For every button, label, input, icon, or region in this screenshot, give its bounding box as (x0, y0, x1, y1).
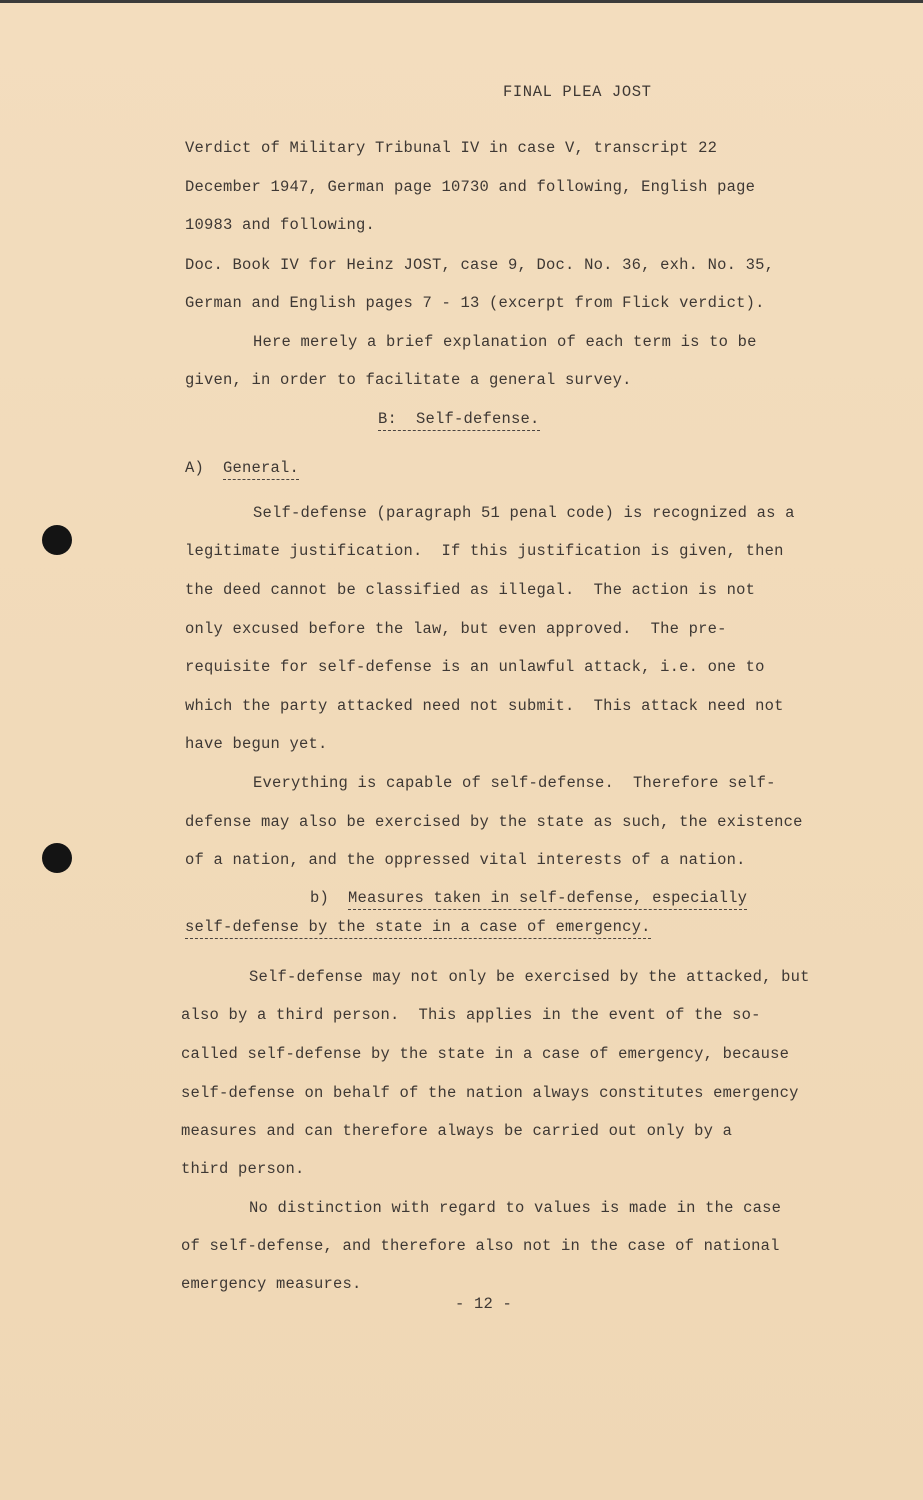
reference-line: Doc. Book IV for Heinz JOST, case 9, Doc. No. 36, exh. No. 35, (185, 256, 775, 274)
paragraph-line: have begun yet. (185, 735, 328, 753)
subsection-b-label: b) (310, 889, 330, 907)
punch-hole (42, 843, 72, 873)
paragraph-line: also by a third person. This applies in the event of the so- (181, 1006, 761, 1024)
reference-line: Verdict of Military Tribunal IV in case V, transcript 22 (185, 139, 718, 157)
paragraph-line: emergency measures. (181, 1275, 362, 1293)
intro-line: Here merely a brief explanation of each term is to be (253, 333, 757, 351)
reference-line: German and English pages 7 - 13 (excerpt from Flick verdict). (185, 294, 765, 312)
paragraph-line: of a nation, and the oppressed vital interests of a nation. (185, 851, 746, 869)
paragraph-line: self-defense on behalf of the nation always constitutes emergency (181, 1084, 799, 1102)
paragraph-line: third person. (181, 1160, 305, 1178)
paragraph-line: No distinction with regard to values is made in the case (249, 1199, 782, 1217)
reference-line: December 1947, German page 10730 and following, English page (185, 178, 756, 196)
section-heading: B: Self-defense. (378, 409, 540, 429)
subsection-a-heading (185, 458, 299, 478)
paragraph-line: legitimate justification. If this justification is given, then (185, 542, 784, 560)
page-top-edge (0, 0, 923, 3)
subsection-a-label: A) (185, 459, 205, 477)
paragraph-line: which the party attacked need not submit. This attack need not (185, 697, 784, 715)
paragraph-line: Self-defense (paragraph 51 penal code) is recognized as a (253, 504, 795, 522)
subsection-b-title-cont: self-defense by the state in a case of emergency. (185, 917, 651, 937)
paragraph-line: only excused before the law, but even approved. The pre- (185, 620, 727, 638)
paragraph-line: Self-defense may not only be exercised by the attacked, but (249, 968, 810, 986)
paragraph-line: the deed cannot be classified as illegal. The action is not (185, 581, 756, 599)
paragraph-line: Everything is capable of self-defense. Therefore self- (253, 774, 776, 792)
paragraph-line: requisite for self-defense is an unlawful attack, i.e. one to (185, 658, 765, 676)
subsection-a-title: General. (223, 459, 299, 480)
paragraph-line: defense may also be exercised by the state as such, the existence (185, 813, 803, 831)
paragraph-line: measures and can therefore always be carried out only by a (181, 1122, 733, 1140)
reference-line: 10983 and following. (185, 216, 376, 234)
paragraph-line: of self-defense, and therefore also not in the case of national (181, 1237, 780, 1255)
paragraph-line: called self-defense by the state in a case of emergency, because (181, 1045, 790, 1063)
page-header: FINAL PLEA JOST (503, 83, 652, 101)
subsection-b-title: Measures taken in self-defense, especially (348, 889, 747, 910)
intro-line: given, in order to facilitate a general survey. (185, 371, 632, 389)
page-number: - 12 - (455, 1295, 513, 1313)
punch-hole (42, 525, 72, 555)
subsection-b-heading (310, 888, 747, 908)
